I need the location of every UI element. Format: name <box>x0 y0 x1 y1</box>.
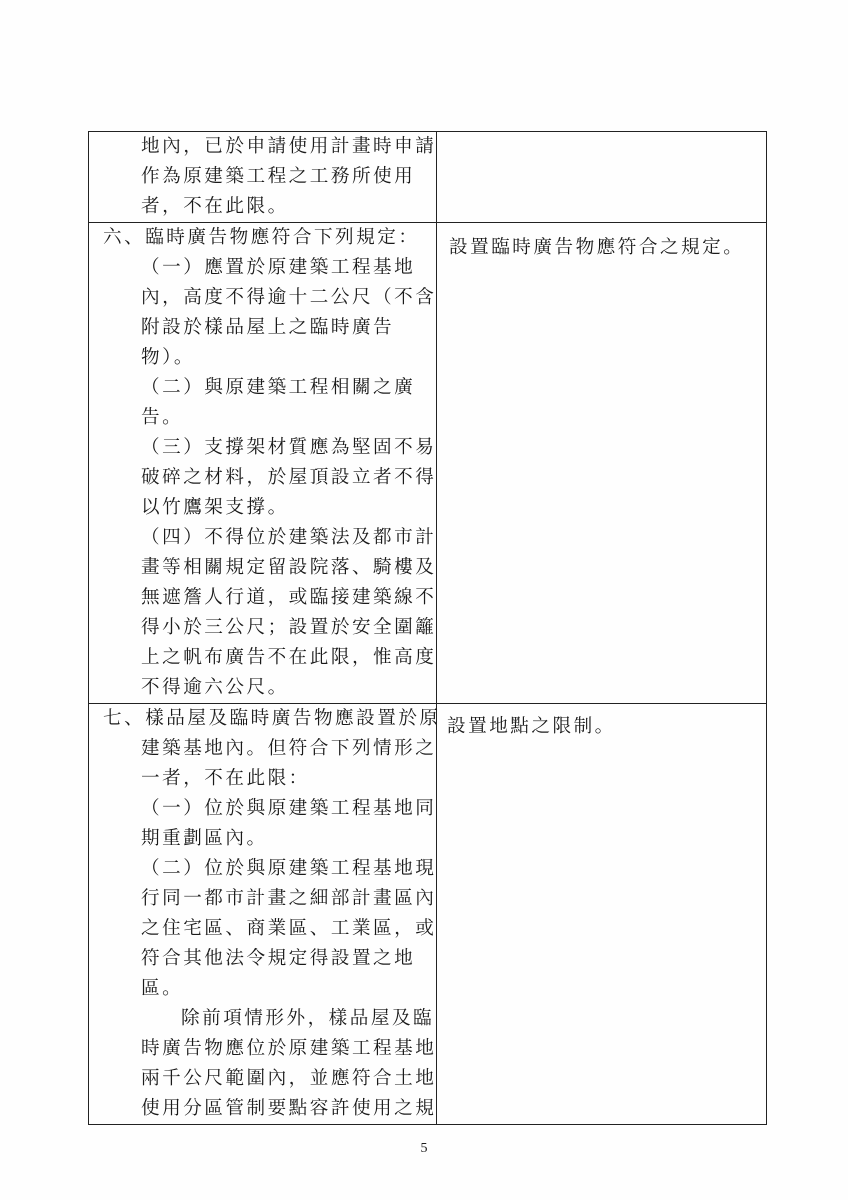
text-line: 兩千公尺範圍內，並應符合土地 <box>141 1068 437 1089</box>
left-cell <box>89 132 437 223</box>
explanation-text: 設置臨時廣告物應符合之規定。 <box>449 237 745 258</box>
text-line: （一）應置於原建築工程基地 <box>141 257 416 278</box>
article-heading: 六、臨時廣告物應符合下列規定： <box>103 227 420 248</box>
table-row <box>89 132 767 223</box>
right-cell <box>437 132 767 223</box>
text-line: 使用分區管制要點容許使用之規 <box>141 1098 437 1119</box>
text-line: 者，不在此限。 <box>141 196 289 217</box>
text-line: 物）。 <box>141 347 195 368</box>
text-line: 作為原建築工程之工務所使用 <box>141 166 416 187</box>
text-line: 期重劃區內。 <box>141 828 268 849</box>
text-line: 內，高度不得逾十二公尺（不含 <box>141 287 437 308</box>
text-line: 畫等相關規定留設院落、騎樓及 <box>141 557 437 578</box>
explanation-text: 設置地點之限制。 <box>447 716 616 737</box>
article-heading: 七、樣品屋及臨時廣告物應設置於原 <box>103 708 441 729</box>
text-line: 符合其他法令規定得設置之地 <box>141 948 416 969</box>
text-line: 不得逾六公尺。 <box>141 677 289 698</box>
right-cell <box>437 223 767 704</box>
text-line: （二）位於與原建築工程基地現 <box>141 858 437 879</box>
explanation-text <box>437 132 766 142</box>
text-line: 得小於三公尺；設置於安全圍籬 <box>141 617 437 638</box>
text-line: （三）支撐架材質應為堅固不易 <box>141 437 437 458</box>
left-cell <box>89 704 441 1125</box>
text-line: （四）不得位於建築法及都市計 <box>141 527 437 548</box>
text-line: 區。 <box>141 978 184 999</box>
text-line: 告。 <box>141 407 184 428</box>
text-line: 建築基地內。但符合下列情形之 <box>141 738 437 759</box>
text-line: 無遮簷人行道，或臨接建築線不 <box>141 587 437 608</box>
text-line: 行同一都市計畫之細部計畫區內 <box>141 888 437 909</box>
page-number: 5 <box>420 1141 428 1156</box>
right-cell <box>437 704 767 1125</box>
text-line: （二）與原建築工程相關之廣 <box>141 377 416 398</box>
text-line: 一者，不在此限： <box>141 768 310 789</box>
text-line: 破碎之材料，於屋頂設立者不得 <box>141 467 437 488</box>
text-line: 除前項情形外，樣品屋及臨 <box>181 1008 435 1029</box>
text-line: 之住宅區、商業區、工業區，或 <box>141 918 437 939</box>
text-line: （一）位於與原建築工程基地同 <box>141 798 437 819</box>
text-line: 附設於樣品屋上之臨時廣告 <box>141 317 395 338</box>
text-line: 時廣告物應位於原建築工程基地 <box>141 1038 437 1059</box>
text-line: 上之帆布廣告不在此限，惟高度 <box>141 647 437 668</box>
text-line: 地內，已於申請使用計畫時申請 <box>141 136 437 157</box>
text-line: 以竹鷹架支撐。 <box>141 497 289 518</box>
left-cell <box>89 223 437 704</box>
table-row <box>89 223 767 704</box>
regulation-table <box>88 131 767 1125</box>
table-row <box>89 704 767 1125</box>
